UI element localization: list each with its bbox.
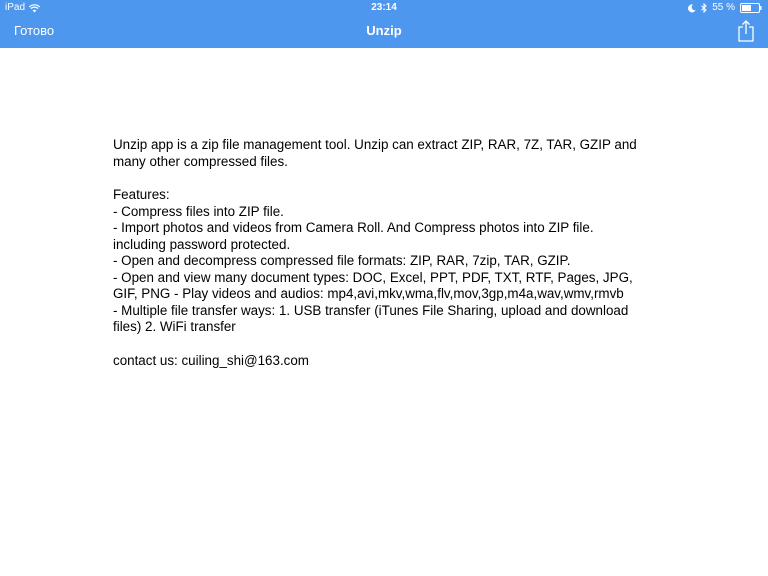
feature-line: - Import photos and videos from Camera Roll. And Compress photos into ZIP file. (113, 220, 594, 235)
feature-line: - Open and decompress compressed file formats: ZIP, RAR, 7zip, TAR, GZIP. (113, 253, 571, 268)
feature-line: files) 2. WiFi transfer (113, 319, 236, 334)
status-time: 23:14 (371, 2, 397, 13)
feature-line: - Open and view many document types: DOC, Excel, PPT, PDF, TXT, RTF, Pages, JPG, (113, 269, 633, 285)
bluetooth-icon (701, 3, 707, 13)
done-button[interactable]: Готово (14, 23, 55, 38)
features-heading: Features: (113, 187, 170, 202)
share-button[interactable] (738, 20, 754, 42)
battery-icon (740, 3, 762, 13)
share-icon (738, 20, 754, 42)
app-description (113, 137, 673, 369)
feature-line: including password protected. (113, 236, 291, 252)
contact-line: contact us: cuiling_shi@163.com (113, 352, 309, 368)
battery-percent: 55 % (712, 2, 735, 13)
page-title: Unzip (366, 23, 402, 38)
feature-line: - Multiple file transfer ways: 1. USB transfer (iTunes File Sharing, upload and download (113, 302, 629, 318)
intro-line: many other compressed files. (113, 153, 288, 169)
navigation-bar (0, 16, 768, 48)
status-bar (0, 0, 768, 16)
status-right (688, 0, 762, 16)
moon-icon (688, 4, 696, 13)
device-name: iPad (5, 2, 26, 13)
feature-line: GIF, PNG - Play videos and audios: mp4,avi,mkv,wma,flv,mov,3gp,m4a,wav,wmv,rmvb (113, 286, 624, 301)
intro-line: Unzip app is a zip file management tool. Unzip can extract ZIP, RAR, 7Z, TAR, GZIP and (113, 137, 637, 152)
feature-line: - Compress files into ZIP file. (113, 203, 284, 219)
app-header (0, 0, 768, 48)
